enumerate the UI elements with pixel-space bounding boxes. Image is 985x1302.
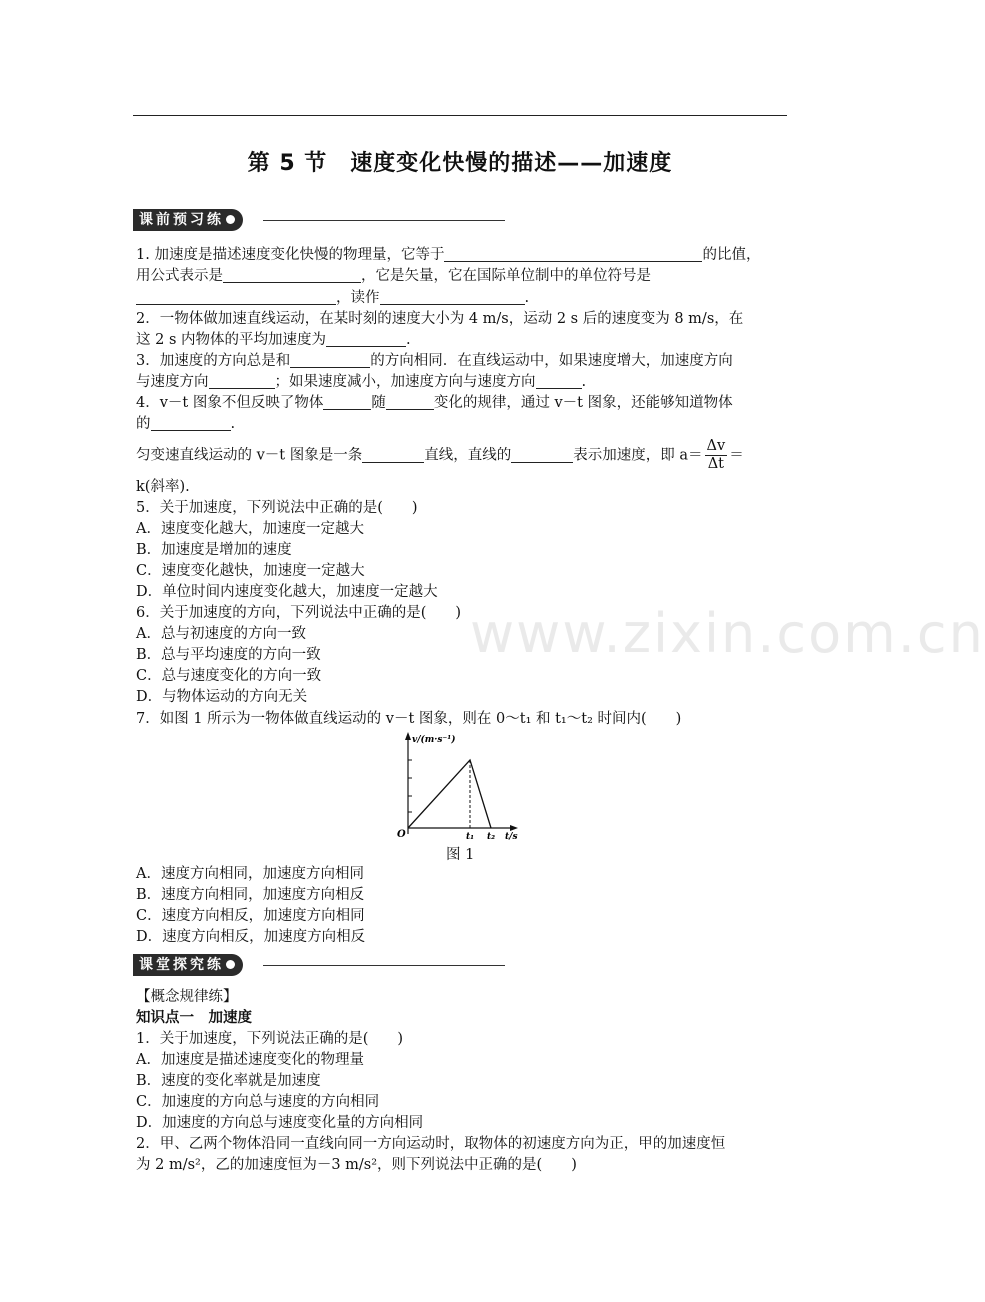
q5-option-b: B．加速度是增加的速度 <box>136 542 292 558</box>
x-tick-label-t1: t₁ <box>465 832 475 842</box>
section-tag: 课堂探究练 <box>133 954 243 976</box>
q7-option-a: A．速度方向相同，加速度方向相同 <box>136 866 364 882</box>
part2-heading: 【概念规律练】 <box>136 989 238 1005</box>
banner-rule <box>263 965 505 966</box>
q7-stem: 7．如图 1 所示为一物体做直线运动的 v－t 图象，则在 0～t₁ 和 t₁～t₂ 时间内( ) <box>136 711 682 727</box>
banner-rule <box>263 220 505 221</box>
answer-blank[interactable] <box>323 394 371 410</box>
q1-line3: ，读作 . <box>136 288 786 309</box>
answer-blank[interactable] <box>444 246 702 262</box>
p2-q2-line1: 2．甲、乙两个物体沿同一直线向同一方向运动时，取物体的初速度方向为正，甲的加速度恒 <box>136 1136 726 1152</box>
p2-q1-option-d: D．加速度的方向总与速度变化量的方向相同 <box>136 1115 424 1131</box>
q7-option-d: D．速度方向相反，加速度方向相反 <box>136 929 366 945</box>
x-tick-label-t2: t₂ <box>486 832 496 842</box>
p2-q1-option-a: A．加速度是描述速度变化的物理量 <box>136 1052 364 1068</box>
q6-stem: 6．关于加速度的方向，下列说法中正确的是( ) <box>136 605 462 621</box>
p2-q1-option-c: C．加速度的方向总与速度的方向相同 <box>136 1094 380 1110</box>
x-axis-label: t/s <box>505 832 518 842</box>
q5-option-d: D．单位时间内速度变化越大，加速度一定越大 <box>136 584 438 600</box>
answer-blank[interactable] <box>386 394 434 410</box>
q6-option-a: A．总与初速度的方向一致 <box>136 626 306 642</box>
answer-blank[interactable] <box>151 415 231 431</box>
origin-label: O <box>397 829 406 840</box>
p2-q2-line2: 为 2 m/s²，乙的加速度恒为－3 m/s²，则下列说法中正确的是( ) <box>136 1157 577 1173</box>
y-axis-arrow-icon <box>405 732 411 740</box>
q6-option-c: C．总与速度变化的方向一致 <box>136 668 322 684</box>
y-axis-label: v/(m·s⁻¹) <box>412 735 456 745</box>
knowledge-point-heading: 知识点一 加速度 <box>136 1010 252 1026</box>
q2-line1: 2．一物体做加速直线运动，在某时刻的速度大小为 4 m/s，运动 2 s 后的速度变为 8 m/s，在 <box>136 311 744 327</box>
q4-line4: k(斜率). <box>136 479 190 495</box>
dot-icon <box>226 960 235 969</box>
x-axis-arrow-icon <box>510 825 518 831</box>
q5-option-c: C．速度变化越快，加速度一定越大 <box>136 563 365 579</box>
answer-blank[interactable] <box>362 447 424 463</box>
answer-blank[interactable] <box>380 289 525 305</box>
q1-line1: 1. 加速度是描述速度变化快慢的物理量，它等于 的比值， <box>136 247 761 263</box>
fraction-denominator: Δt <box>707 456 724 472</box>
q7-option-c: C．速度方向相反，加速度方向相同 <box>136 908 365 924</box>
watermark: www.zixin.com.cn <box>470 602 985 665</box>
figure-caption: 图 1 <box>446 847 475 863</box>
answer-blank[interactable] <box>290 352 370 368</box>
q4-line2: 的 . <box>136 416 236 432</box>
q5-stem: 5．关于加速度，下列说法中正确的是( ) <box>136 500 418 516</box>
q3-line2: 与速度方向 ；如果速度减小，加速度方向与速度方向 . <box>136 374 587 390</box>
answer-blank[interactable] <box>536 373 582 389</box>
top-rule <box>133 115 787 116</box>
q7-option-b: B．速度方向相同，加速度方向相反 <box>136 887 365 903</box>
q5-option-a: A．速度变化越大，加速度一定越大 <box>136 521 364 537</box>
answer-blank[interactable] <box>209 373 275 389</box>
section-banner-preview <box>133 209 505 231</box>
p2-q1-stem: 1．关于加速度，下列说法正确的是( ) <box>136 1031 404 1047</box>
page-title: 第 5 节 速度变化快慢的描述——加速度 <box>247 151 673 176</box>
series-line <box>408 760 491 828</box>
fraction-numerator: Δv <box>706 438 726 454</box>
fraction <box>705 438 728 473</box>
q4-line3: 匀变速直线运动的 v－t 图象是一条 直线，直线的 表示加速度，即 a＝ $\frac{\Delta v}{\Delta t}$ ＝ <box>136 438 744 472</box>
section-banner-classroom <box>133 954 505 976</box>
q4-line1: 4．v－t 图象不但反映了物体 随 变化的规律，通过 v－t 图象，还能够知道物体 <box>136 395 733 411</box>
q3-line1: 3．加速度的方向总是和 的方向相同．在直线运动中，如果速度增大，加速度方向 <box>136 353 733 369</box>
vt-chart <box>380 726 530 846</box>
p2-q1-option-b: B．速度的变化率就是加速度 <box>136 1073 321 1089</box>
q2-line2: 这 2 s 内物体的平均加速度为 . <box>136 332 411 348</box>
answer-blank[interactable] <box>326 331 406 347</box>
answer-blank[interactable] <box>223 267 361 283</box>
dot-icon <box>226 215 235 224</box>
section-tag: 课前预习练 <box>133 209 243 231</box>
answer-blank[interactable] <box>136 289 336 305</box>
q1-line2: 用公式表示是 ，它是矢量，它在国际单位制中的单位符号是 <box>136 268 651 284</box>
q6-option-d: D．与物体运动的方向无关 <box>136 689 308 705</box>
q6-option-b: B．总与平均速度的方向一致 <box>136 647 321 663</box>
answer-blank[interactable] <box>511 447 573 463</box>
